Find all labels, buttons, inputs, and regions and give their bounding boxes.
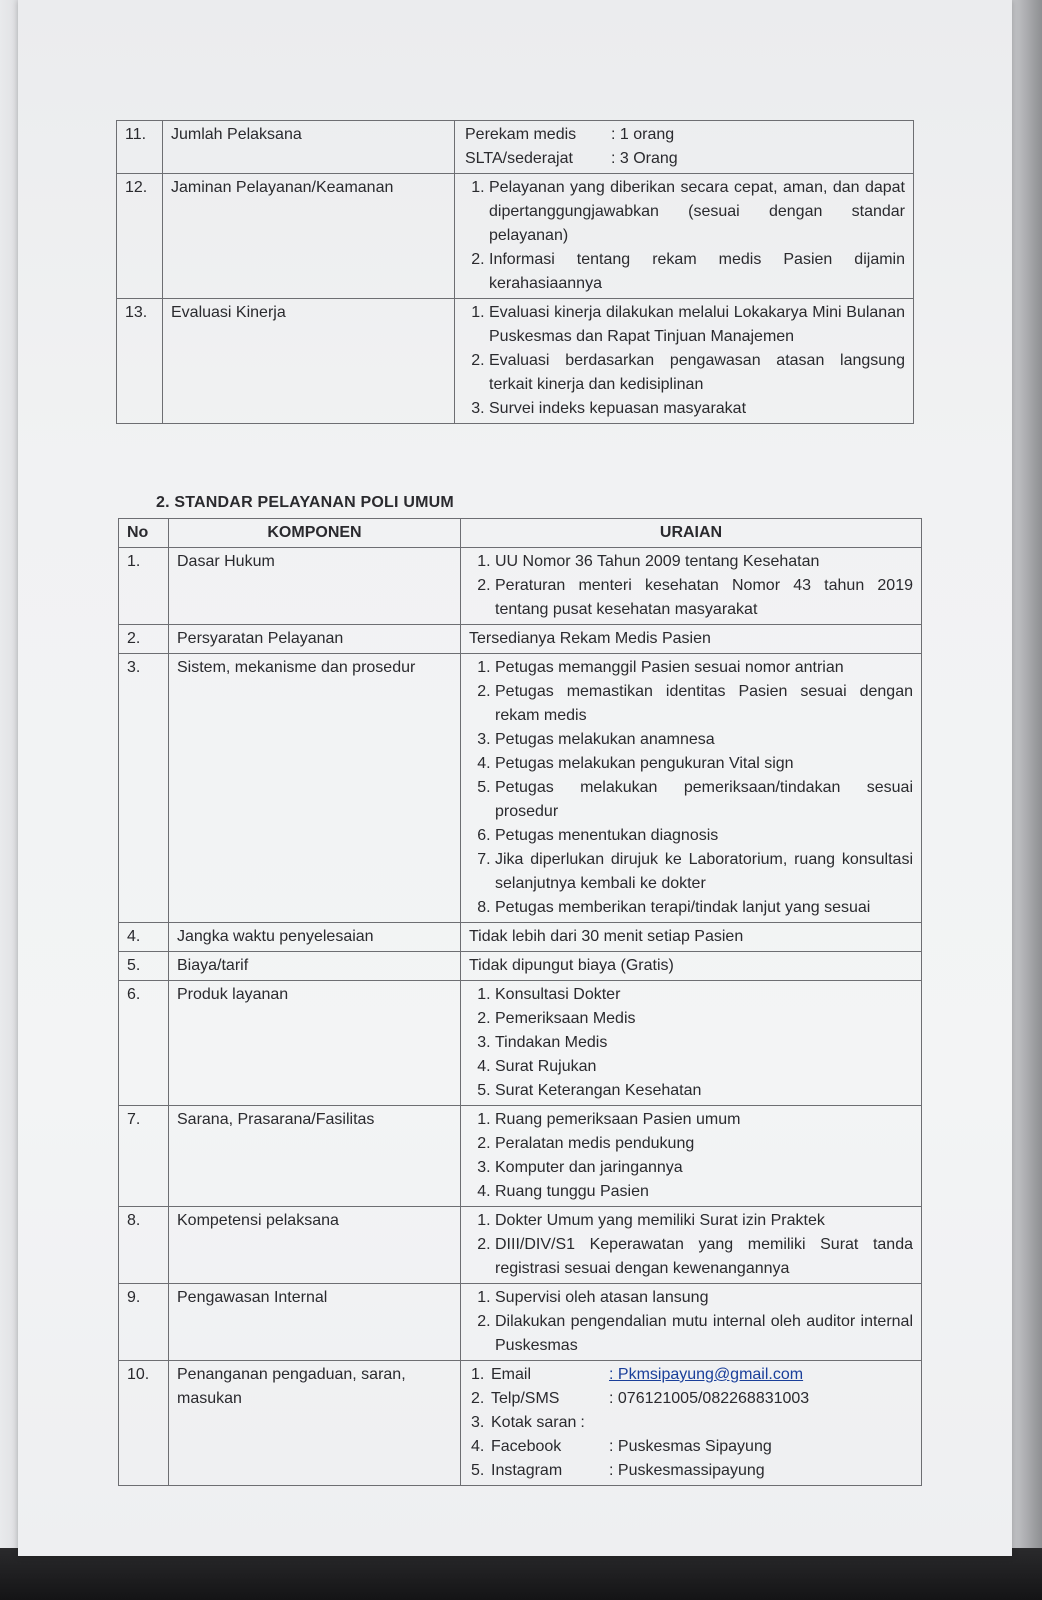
row-component: Sarana, Prasarana/Fasilitas (169, 1106, 461, 1207)
row-number: 10. (119, 1361, 169, 1486)
contact-line (471, 1363, 913, 1387)
row-description (461, 548, 922, 625)
contact-number: 2. (471, 1390, 485, 1407)
list-item: 1. Ruang pemeriksaan Pasien umum (495, 1108, 913, 1132)
email-link[interactable]: : Pkmsipayung@gmail.com (609, 1366, 804, 1383)
row-description: Tidak lebih dari 30 menit setiap Pasien (461, 923, 922, 952)
table-row (119, 1207, 922, 1284)
contact-value: : (580, 1414, 585, 1431)
key-value-line (465, 123, 905, 147)
row-component: Jangka waktu penyelesaian (169, 923, 461, 952)
header-komponen: KOMPONEN (169, 519, 461, 548)
list-item: 1. Dokter Umum yang memiliki Surat izin Praktek (495, 1209, 913, 1233)
contact-value: : 076121005/082268831003 (609, 1390, 810, 1407)
description-list (469, 983, 913, 1103)
description-list (469, 550, 913, 622)
row-number: 4. (119, 923, 169, 952)
background-right (1008, 0, 1042, 1600)
row-description (461, 981, 922, 1106)
list-item: 4. Ruang tunggu Pasien (495, 1180, 913, 1204)
list-item: 2. DIII/DIV/S1 Keperawatan yang memiliki Surat tanda registrasi sesuai dengan kewenangannya (495, 1233, 913, 1281)
table-header-row (119, 519, 922, 548)
kv-value: : 3 Orang (611, 150, 678, 167)
row-number: 2. (119, 625, 169, 654)
description-list (469, 656, 913, 920)
contact-label: Telp/SMS (491, 1390, 560, 1407)
row-component: Penanganan pengaduan, saran, masukan (169, 1361, 461, 1486)
contact-line (471, 1435, 913, 1459)
contact-label: Email (491, 1366, 532, 1383)
row-component: Produk layanan (169, 981, 461, 1106)
key-value-line (465, 147, 905, 171)
kv-value: : 1 orang (611, 126, 675, 143)
table-row (119, 625, 922, 654)
kv-key: Perekam medis (465, 126, 577, 143)
list-item: 2. Informasi tentang rekam medis Pasien dijamin kerahasiaannya (489, 248, 905, 296)
contact-number: 3. (471, 1414, 485, 1431)
row-component: Sistem, mekanisme dan prosedur (169, 654, 461, 923)
row-description: Tidak dipungut biaya (Gratis) (461, 952, 922, 981)
row-number: 5. (119, 952, 169, 981)
contact-line (471, 1387, 913, 1411)
table-row (119, 1284, 922, 1361)
contact-value: : Puskesmassipayung (609, 1462, 765, 1479)
description-list (463, 301, 905, 421)
list-item: 2. Peralatan medis pendukung (495, 1132, 913, 1156)
row-component: Biaya/tarif (169, 952, 461, 981)
row-number: 7. (119, 1106, 169, 1207)
section-title: 2. STANDAR PELAYANAN POLI UMUM (156, 494, 454, 511)
list-item: 1. Evaluasi kinerja dilakukan melalui Lokakarya Mini Bulanan Puskesmas dan Rapat Tinjuan Manajemen (489, 301, 905, 349)
list-item: 2. Peraturan menteri kesehatan Nomor 43 tahun 2019 tentang pusat kesehatan masyarakat (495, 574, 913, 622)
row-component: Kompetensi pelaksana (169, 1207, 461, 1284)
row-component: Persyaratan Pelayanan (169, 625, 461, 654)
row-description (455, 121, 914, 174)
contact-label: Kotak saran (491, 1414, 577, 1431)
list-item: 1. UU Nomor 36 Tahun 2009 tentang Kesehatan (495, 550, 913, 574)
list-item: 3. Survei indeks kepuasan masyarakat (489, 397, 905, 421)
row-component: Jaminan Pelayanan/Keamanan (163, 174, 455, 299)
row-number: 12. (117, 174, 163, 299)
row-number: 13. (117, 299, 163, 424)
table-row (119, 952, 922, 981)
row-number: 3. (119, 654, 169, 923)
row-description (455, 174, 914, 299)
header-uraian: URAIAN (461, 519, 922, 548)
service-standard-table (118, 518, 922, 1486)
list-item: 1. Petugas memanggil Pasien sesuai nomor antrian (495, 656, 913, 680)
list-item: 1. Konsultasi Dokter (495, 983, 913, 1007)
row-number: 9. (119, 1284, 169, 1361)
table-row (117, 174, 914, 299)
contact-number: 5. (471, 1462, 485, 1479)
row-number: 1. (119, 548, 169, 625)
table-row (117, 121, 914, 174)
contact-label: Instagram (491, 1462, 563, 1479)
row-number: 6. (119, 981, 169, 1106)
row-component: Jumlah Pelaksana (163, 121, 455, 174)
list-item: 3. Komputer dan jaringannya (495, 1156, 913, 1180)
description-list (469, 1108, 913, 1204)
table-row (119, 923, 922, 952)
kv-key: SLTA/sederajat (465, 150, 573, 167)
row-description (461, 1361, 922, 1486)
list-item: 8. Petugas memberikan terapi/tindak lanjut yang sesuai (495, 896, 913, 920)
list-item: 2. Evaluasi berdasarkan pengawasan atasan langsung terkait kinerja dan kedisiplinan (489, 349, 905, 397)
list-item: 5. Surat Keterangan Kesehatan (495, 1079, 913, 1103)
table-row (117, 299, 914, 424)
service-standard-table-continued (116, 120, 914, 424)
list-item: 1. Supervisi oleh atasan lansung (495, 1286, 913, 1310)
contact-value: : Puskesmas Sipayung (609, 1438, 772, 1455)
row-component: Pengawasan Internal (169, 1284, 461, 1361)
list-item: 4. Petugas melakukan pengukuran Vital sign (495, 752, 913, 776)
contact-label: Facebook (491, 1438, 562, 1455)
list-item: 2. Dilakukan pengendalian mutu internal oleh auditor internal Puskesmas (495, 1310, 913, 1358)
row-description (461, 1207, 922, 1284)
list-item: 3. Petugas melakukan anamnesa (495, 728, 913, 752)
row-number: 11. (117, 121, 163, 174)
table-row (119, 654, 922, 923)
row-component: Dasar Hukum (169, 548, 461, 625)
table-row (119, 1361, 922, 1486)
table-row (119, 981, 922, 1106)
list-item: 7. Jika diperlukan dirujuk ke Laboratorium, ruang konsultasi selanjutnya kembali ke dokter (495, 848, 913, 896)
table-row (119, 1106, 922, 1207)
list-item: 4. Surat Rujukan (495, 1055, 913, 1079)
list-item: 6. Petugas menentukan diagnosis (495, 824, 913, 848)
contact-line (471, 1459, 913, 1483)
row-description: Tersedianya Rekam Medis Pasien (461, 625, 922, 654)
row-description (461, 654, 922, 923)
header-no: No (119, 519, 169, 548)
row-description (455, 299, 914, 424)
description-list (463, 176, 905, 296)
row-number: 8. (119, 1207, 169, 1284)
description-list (469, 1286, 913, 1358)
contact-line (471, 1411, 913, 1435)
list-item: 3. Tindakan Medis (495, 1031, 913, 1055)
table-row (119, 548, 922, 625)
contact-number: 1. (471, 1366, 485, 1383)
list-item: 1. Pelayanan yang diberikan secara cepat, aman, dan dapat dipertanggungjawabkan (sesuai dengan standar pelayanan) (489, 176, 905, 248)
list-item: 2. Pemeriksaan Medis (495, 1007, 913, 1031)
contact-number: 4. (471, 1438, 485, 1455)
row-description (461, 1284, 922, 1361)
description-list (469, 1209, 913, 1281)
row-description (461, 1106, 922, 1207)
list-item: 5. Petugas melakukan pemeriksaan/tindakan sesuai prosedur (495, 776, 913, 824)
list-item: 2. Petugas memastikan identitas Pasien sesuai dengan rekam medis (495, 680, 913, 728)
row-component: Evaluasi Kinerja (163, 299, 455, 424)
